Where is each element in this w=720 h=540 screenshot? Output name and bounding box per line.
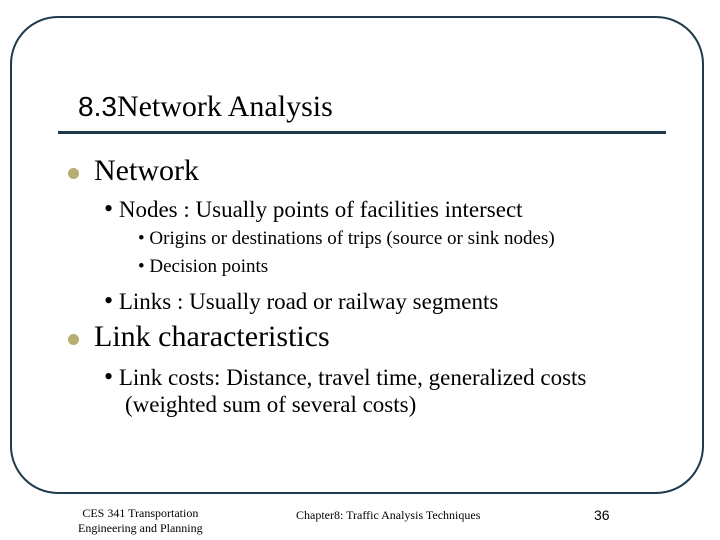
bullet-nodes (104, 194, 523, 224)
title-underline (58, 131, 666, 134)
bullet-decision (138, 256, 268, 278)
bullet-origins (138, 228, 555, 250)
title-number: 8.3 (78, 91, 117, 122)
bullet-link-characteristics: Link characteristics (94, 320, 330, 353)
bullet-dot-icon: • (104, 362, 114, 391)
bullet-origins-text: Origins or destinations of trips (source or sink nodes) (149, 228, 555, 249)
footer-course-line1: CES 341 Transportation (82, 506, 199, 520)
bullet-dot-icon: • (104, 286, 114, 315)
bullet-dot-icon (68, 334, 79, 345)
bullet-link-costs-continued: (weighted sum of several costs) (125, 392, 417, 417)
bullet-link-costs (104, 362, 586, 392)
footer-page-number: 36 (594, 507, 610, 523)
bullet-network: Network (94, 154, 199, 187)
bullet-dot-icon (68, 168, 79, 179)
bullet-dot-icon: • (138, 228, 145, 249)
footer-course (78, 506, 203, 536)
bullet-nodes-text: Nodes : Usually points of facilities intersect (118, 197, 523, 222)
bullet-links (104, 286, 498, 316)
bullet-links-text: Links : Usually road or railway segments (118, 289, 499, 314)
bullet-dot-icon: • (104, 194, 114, 223)
footer-chapter: Chapter8: Traffic Analysis Techniques (296, 508, 481, 522)
footer-course-line2: Engineering and Planning (78, 521, 203, 535)
bullet-decision-text: Decision points (149, 256, 269, 277)
bullet-link-costs-text: Link costs: Distance, travel time, generalized costs (118, 365, 587, 390)
title-text: Network Analysis (116, 90, 333, 123)
slide-title (78, 90, 333, 124)
bullet-dot-icon: • (138, 256, 145, 277)
slide-frame (10, 16, 704, 494)
